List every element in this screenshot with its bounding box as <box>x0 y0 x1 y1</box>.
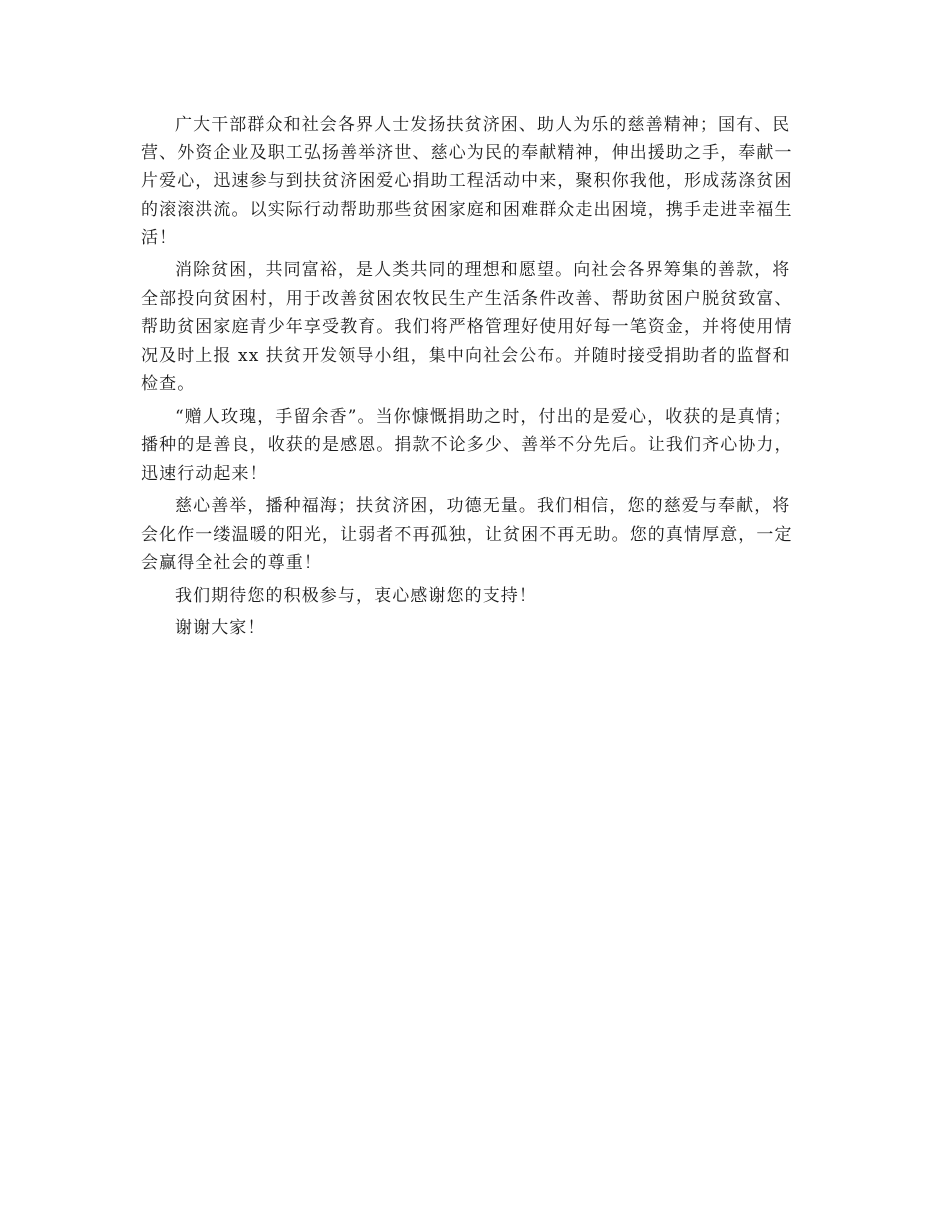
paragraph-line: 帮助贫困家庭青少年享受教育。我们将严格管理好使用好每一笔资金，并将使用情 <box>141 317 793 338</box>
paragraph-line: 的滚滚洪流。以实际行动帮助那些贫困家庭和困难群众走出困境，携手走进幸福生 <box>141 199 793 220</box>
paragraph-4 <box>141 492 815 578</box>
paragraph-line: 会化作一缕温暖的阳光，让弱者不再孤独，让贫困不再无助。您的真情厚意，一定 <box>141 524 793 545</box>
paragraph-line: 会赢得全社会的尊重！ <box>141 553 322 574</box>
paragraph-line: 检查。 <box>141 374 196 395</box>
paragraph-line: 况及时上报 xx 扶贫开发领导小组，集中向社会公布。并随时接受捐助者的监督和 <box>141 345 791 366</box>
paragraph-line: “赠人玫瑰，手留余香”。当你慷慨捐助之时，付出的是爱心，收获的是真情； <box>175 406 792 427</box>
paragraph-line: 迅速行动起来！ <box>141 463 268 484</box>
paragraph-1 <box>141 111 815 252</box>
paragraph-line: 活！ <box>141 227 178 248</box>
paragraph-line: 消除贫困，共同富裕，是人类共同的理想和愿望。向社会各界筹集的善款，将 <box>175 260 791 281</box>
paragraph-line: 谢谢大家！ <box>175 618 266 639</box>
paragraph-2 <box>141 256 815 399</box>
paragraph-line: 我们期待您的积极参与，衷心感谢您的支持！ <box>175 585 537 606</box>
paragraph-5 <box>141 582 815 611</box>
paragraph-line: 慈心善举，播种福海；扶贫济困，功德无量。我们相信，您的慈爱与奉献，将 <box>175 496 791 517</box>
paragraph-line: 全部投向贫困村，用于改善贫困农牧民生产生活条件改善、帮助贫困户脱贫致富、 <box>141 288 793 309</box>
paragraph-6 <box>141 614 815 643</box>
paragraph-3 <box>141 403 815 489</box>
paragraph-line: 片爱心，迅速参与到扶贫济困爱心捐助工程活动中来，聚积你我他，形成荡涤贫困 <box>141 171 793 192</box>
paragraph-line: 播种的是善良，收获的是感恩。捐款不论多少、善举不分先后。让我们齐心协力， <box>141 435 793 456</box>
paragraph-line: 广大干部群众和社会各界人士发扬扶贫济困、助人为乐的慈善精神；国有、民 <box>175 115 791 135</box>
document-body <box>141 111 815 647</box>
paragraph-line: 营、外资企业及职工弘扬善举济世、慈心为民的奉献精神，伸出援助之手，奉献一 <box>141 143 793 164</box>
